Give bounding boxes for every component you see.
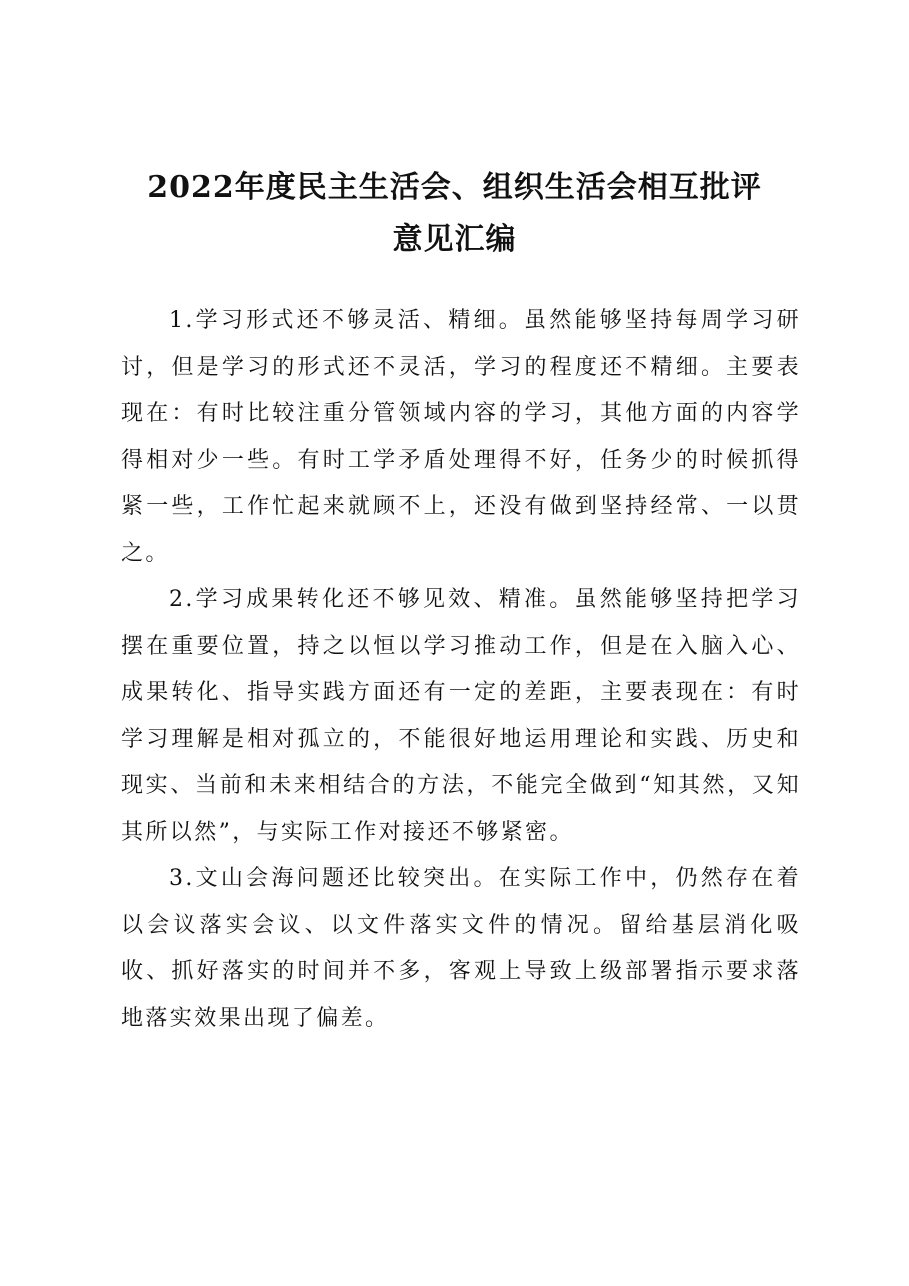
document-title-line-1: 2022年度民主生活会、组织生活会相互批评 [147, 170, 762, 205]
paragraph-2: 2.学习成果转化还不够见效、精准。虽然能够坚持把学习摆在重要位置，持之以恒以学习推动工作，但是在入脑入心、成果转化、指导实践方面还有一定的差距，主要表现在：有时学习理解是相对孤立的，不能很好地运用理论和实践、历史和现实、当前和未来相结合的方法，不能完全做到“知其然，又知其所以然”，与实际工作对接还不够紧密。 [121, 587, 801, 845]
paragraph-1: 1.学习形式还不够灵活、精细。虽然能够坚持每周学习研讨，但是学习的形式还不灵活，学习的程度还不精细。主要表现在：有时比较注重分管领域内容的学习，其他方面的内容学得相对少一些。有时工学矛盾处理得不好，任务少的时候抓得紧一些，工作忙起来就顾不上，还没有做到坚持经常、一以贯之。 [121, 308, 801, 566]
paragraph-3: 3.文山会海问题还比较突出。在实际工作中，仍然存在着以会议落实会议、以文件落实文件的情况。留给基层消化吸收、抓好落实的时间并不多，客观上导致上级部署指示要求落地落实效果出现了偏差。 [121, 866, 801, 1031]
document-body [121, 298, 801, 1042]
document-title-line-2: 意见汇编 [392, 222, 517, 257]
